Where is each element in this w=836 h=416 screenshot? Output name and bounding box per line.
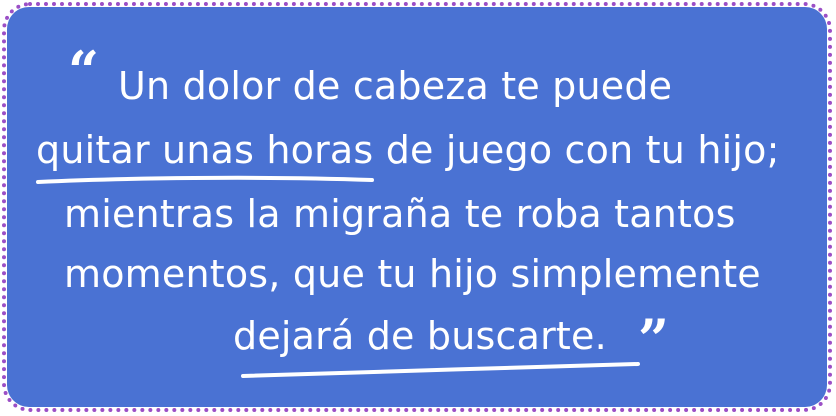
quote-line-3: mientras la migraña te roba tantos [64, 192, 736, 236]
close-quote-icon: ” [638, 307, 670, 371]
quote-line-2: quitar unas horas de juego con tu hijo; [36, 128, 780, 172]
open-quote-icon: “ [68, 39, 100, 103]
quote-line-5: dejará de buscarte. [233, 314, 607, 358]
quote-line-4: momentos, que tu hijo simplemente [64, 252, 761, 296]
quote-line-1: Un dolor de cabeza te puede [118, 64, 673, 108]
